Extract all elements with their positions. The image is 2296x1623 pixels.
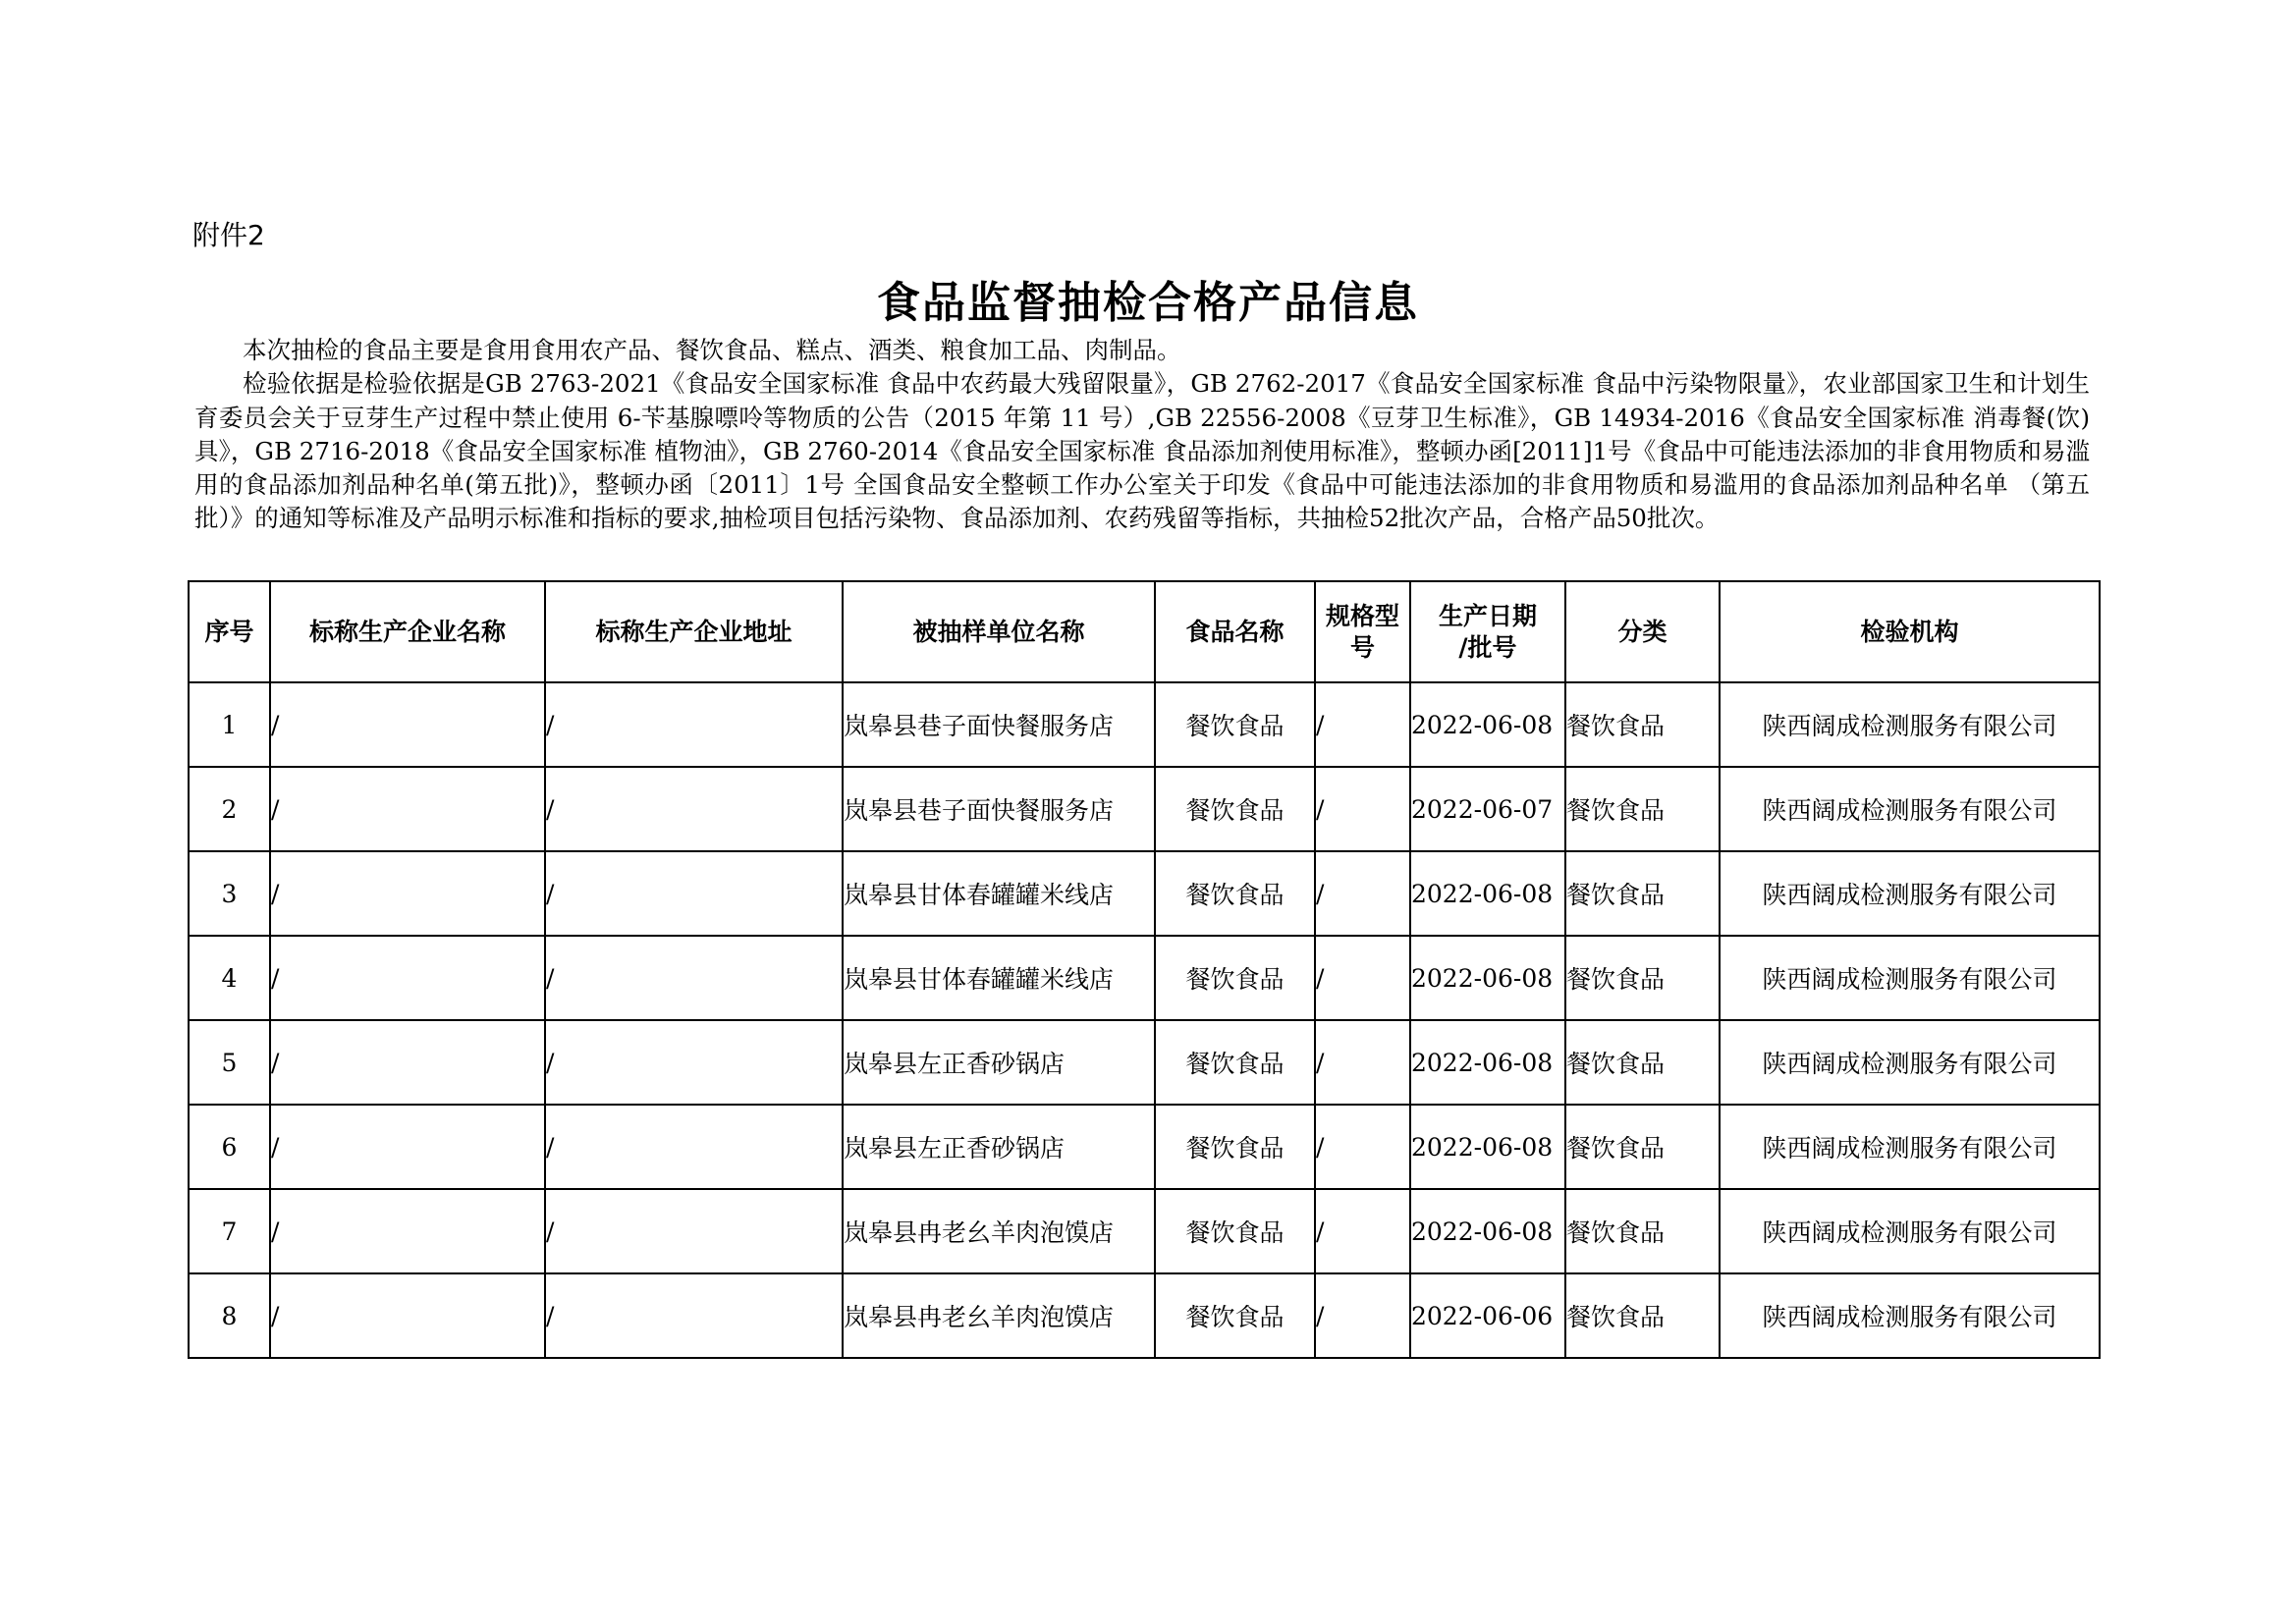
cell-lab: 陕西阔成检测服务有限公司	[1720, 936, 2100, 1020]
col-header-mfr-addr: 标称生产企业地址	[545, 581, 843, 682]
cell-lab: 陕西阔成检测服务有限公司	[1720, 682, 2100, 767]
col-header-date-line2: /批号	[1458, 632, 1517, 662]
col-header-seq: 序号	[189, 581, 270, 682]
cell-mfr-name: /	[270, 1273, 545, 1358]
col-header-food-name: 食品名称	[1155, 581, 1315, 682]
cell-lab: 陕西阔成检测服务有限公司	[1720, 851, 2100, 936]
cell-seq: 5	[189, 1020, 270, 1105]
cell-mfr-addr: /	[545, 936, 843, 1020]
cell-mfr-name: /	[270, 1189, 545, 1273]
cell-spec: /	[1315, 851, 1410, 936]
col-header-date-line1: 生产日期	[1438, 601, 1537, 630]
cell-mfr-addr: /	[545, 1020, 843, 1105]
cell-category: 餐饮食品	[1565, 767, 1720, 851]
cell-sampled-unit: 岚皋县巷子面快餐服务店	[843, 767, 1155, 851]
cell-food-name: 餐饮食品	[1155, 1020, 1315, 1105]
intro-paragraph-basis: 检验依据是检验依据是GB 2763-2021《食品安全国家标准 食品中农药最大残留限量》，GB 2762-2017《食品安全国家标准 食品中污染物限量》，农业部国家卫生和计划生育委员会关于豆芽生产过程中禁止使用 6-苄基腺嘌呤等物质的公告（2015 年第 11 号）,GB 22556-2008《豆芽卫生标准》，GB 14934-2016《食品安全国家标准 消毒餐(饮)具》，GB 2716-2018《食品安全国家标准 植物油》，GB 2760-2014《食品安全国家标准 食品添加剂使用标准》，整顿办函[2011]1号《食品中可能违法添加的非食用物质和易滥用的食品添加剂品种名单(第五批)》，整顿办函〔2011〕1号 全国食品安全整顿工作办公室关于印发《食品中可能违法添加的非食用物质和易滥用的食品添加剂品种名单 （第五批）》的通知等标准及产品明示标准和指标的要求,抽检项目包括污染物、食品添加剂、农药残留等指标，共抽检52批次产品，合格产品50批次。	[194, 369, 2090, 533]
cell-spec: /	[1315, 936, 1410, 1020]
cell-seq: 8	[189, 1273, 270, 1358]
cell-mfr-addr: /	[545, 1189, 843, 1273]
cell-category: 餐饮食品	[1565, 682, 1720, 767]
cell-date: 2022-06-08	[1410, 1189, 1565, 1273]
cell-food-name: 餐饮食品	[1155, 1189, 1315, 1273]
cell-sampled-unit: 岚皋县左正香砂锅店	[843, 1020, 1155, 1105]
cell-mfr-name: /	[270, 1020, 545, 1105]
cell-lab: 陕西阔成检测服务有限公司	[1720, 1273, 2100, 1358]
table-row	[189, 1189, 2100, 1273]
cell-spec: /	[1315, 1105, 1410, 1189]
cell-food-name: 餐饮食品	[1155, 936, 1315, 1020]
intro-paragraph-scope: 本次抽检的食品主要是食用食用农产品、餐饮食品、糕点、酒类、粮食加工品、肉制品。	[243, 336, 1181, 364]
table-header-row	[189, 581, 2100, 682]
cell-date: 2022-06-08	[1410, 682, 1565, 767]
cell-category: 餐饮食品	[1565, 936, 1720, 1020]
cell-spec: /	[1315, 682, 1410, 767]
cell-spec: /	[1315, 1273, 1410, 1358]
cell-category: 餐饮食品	[1565, 1189, 1720, 1273]
cell-category: 餐饮食品	[1565, 1105, 1720, 1189]
cell-date: 2022-06-06	[1410, 1273, 1565, 1358]
cell-date: 2022-06-08	[1410, 851, 1565, 936]
cell-food-name: 餐饮食品	[1155, 767, 1315, 851]
cell-food-name: 餐饮食品	[1155, 1273, 1315, 1358]
cell-date: 2022-06-07	[1410, 767, 1565, 851]
cell-category: 餐饮食品	[1565, 1020, 1720, 1105]
col-header-spec	[1315, 581, 1410, 682]
cell-mfr-addr: /	[545, 767, 843, 851]
cell-category: 餐饮食品	[1565, 1273, 1720, 1358]
col-header-date	[1410, 581, 1565, 682]
cell-food-name: 餐饮食品	[1155, 1105, 1315, 1189]
col-header-spec-line1: 规格型	[1325, 601, 1399, 630]
cell-seq: 7	[189, 1189, 270, 1273]
table-row	[189, 682, 2100, 767]
cell-sampled-unit: 岚皋县巷子面快餐服务店	[843, 682, 1155, 767]
cell-sampled-unit: 岚皋县左正香砂锅店	[843, 1105, 1155, 1189]
intro-text	[194, 334, 2090, 536]
cell-mfr-name: /	[270, 851, 545, 936]
cell-spec: /	[1315, 1189, 1410, 1273]
cell-spec: /	[1315, 1020, 1410, 1105]
cell-sampled-unit: 岚皋县甘体春罐罐米线店	[843, 851, 1155, 936]
col-header-mfr-name: 标称生产企业名称	[270, 581, 545, 682]
cell-sampled-unit: 岚皋县甘体春罐罐米线店	[843, 936, 1155, 1020]
cell-lab: 陕西阔成检测服务有限公司	[1720, 767, 2100, 851]
cell-mfr-addr: /	[545, 682, 843, 767]
cell-mfr-name: /	[270, 767, 545, 851]
table-row	[189, 1273, 2100, 1358]
table-row	[189, 1105, 2100, 1189]
cell-food-name: 餐饮食品	[1155, 682, 1315, 767]
cell-seq: 3	[189, 851, 270, 936]
attachment-label: 附件2	[192, 219, 265, 251]
cell-sampled-unit: 岚皋县冉老幺羊肉泡馍店	[843, 1273, 1155, 1358]
cell-mfr-addr: /	[545, 1105, 843, 1189]
cell-mfr-name: /	[270, 936, 545, 1020]
cell-lab: 陕西阔成检测服务有限公司	[1720, 1105, 2100, 1189]
cell-mfr-addr: /	[545, 1273, 843, 1358]
col-header-sampled-unit: 被抽样单位名称	[843, 581, 1155, 682]
col-header-category: 分类	[1565, 581, 1720, 682]
cell-mfr-name: /	[270, 1105, 545, 1189]
cell-sampled-unit: 岚皋县冉老幺羊肉泡馍店	[843, 1189, 1155, 1273]
cell-seq: 6	[189, 1105, 270, 1189]
cell-lab: 陕西阔成检测服务有限公司	[1720, 1020, 2100, 1105]
cell-date: 2022-06-08	[1410, 1020, 1565, 1105]
cell-lab: 陕西阔成检测服务有限公司	[1720, 1189, 2100, 1273]
results-table	[188, 580, 2101, 1359]
cell-mfr-name: /	[270, 682, 545, 767]
cell-mfr-addr: /	[545, 851, 843, 936]
table-row	[189, 1020, 2100, 1105]
cell-category: 餐饮食品	[1565, 851, 1720, 936]
cell-date: 2022-06-08	[1410, 936, 1565, 1020]
table-row	[189, 851, 2100, 936]
cell-seq: 4	[189, 936, 270, 1020]
cell-seq: 2	[189, 767, 270, 851]
col-header-lab: 检验机构	[1720, 581, 2100, 682]
table-row	[189, 936, 2100, 1020]
table-row	[189, 767, 2100, 851]
page-title: 食品监督抽检合格产品信息	[877, 278, 1419, 328]
cell-spec: /	[1315, 767, 1410, 851]
col-header-spec-line2: 号	[1349, 632, 1375, 662]
cell-food-name: 餐饮食品	[1155, 851, 1315, 936]
cell-seq: 1	[189, 682, 270, 767]
cell-date: 2022-06-08	[1410, 1105, 1565, 1189]
